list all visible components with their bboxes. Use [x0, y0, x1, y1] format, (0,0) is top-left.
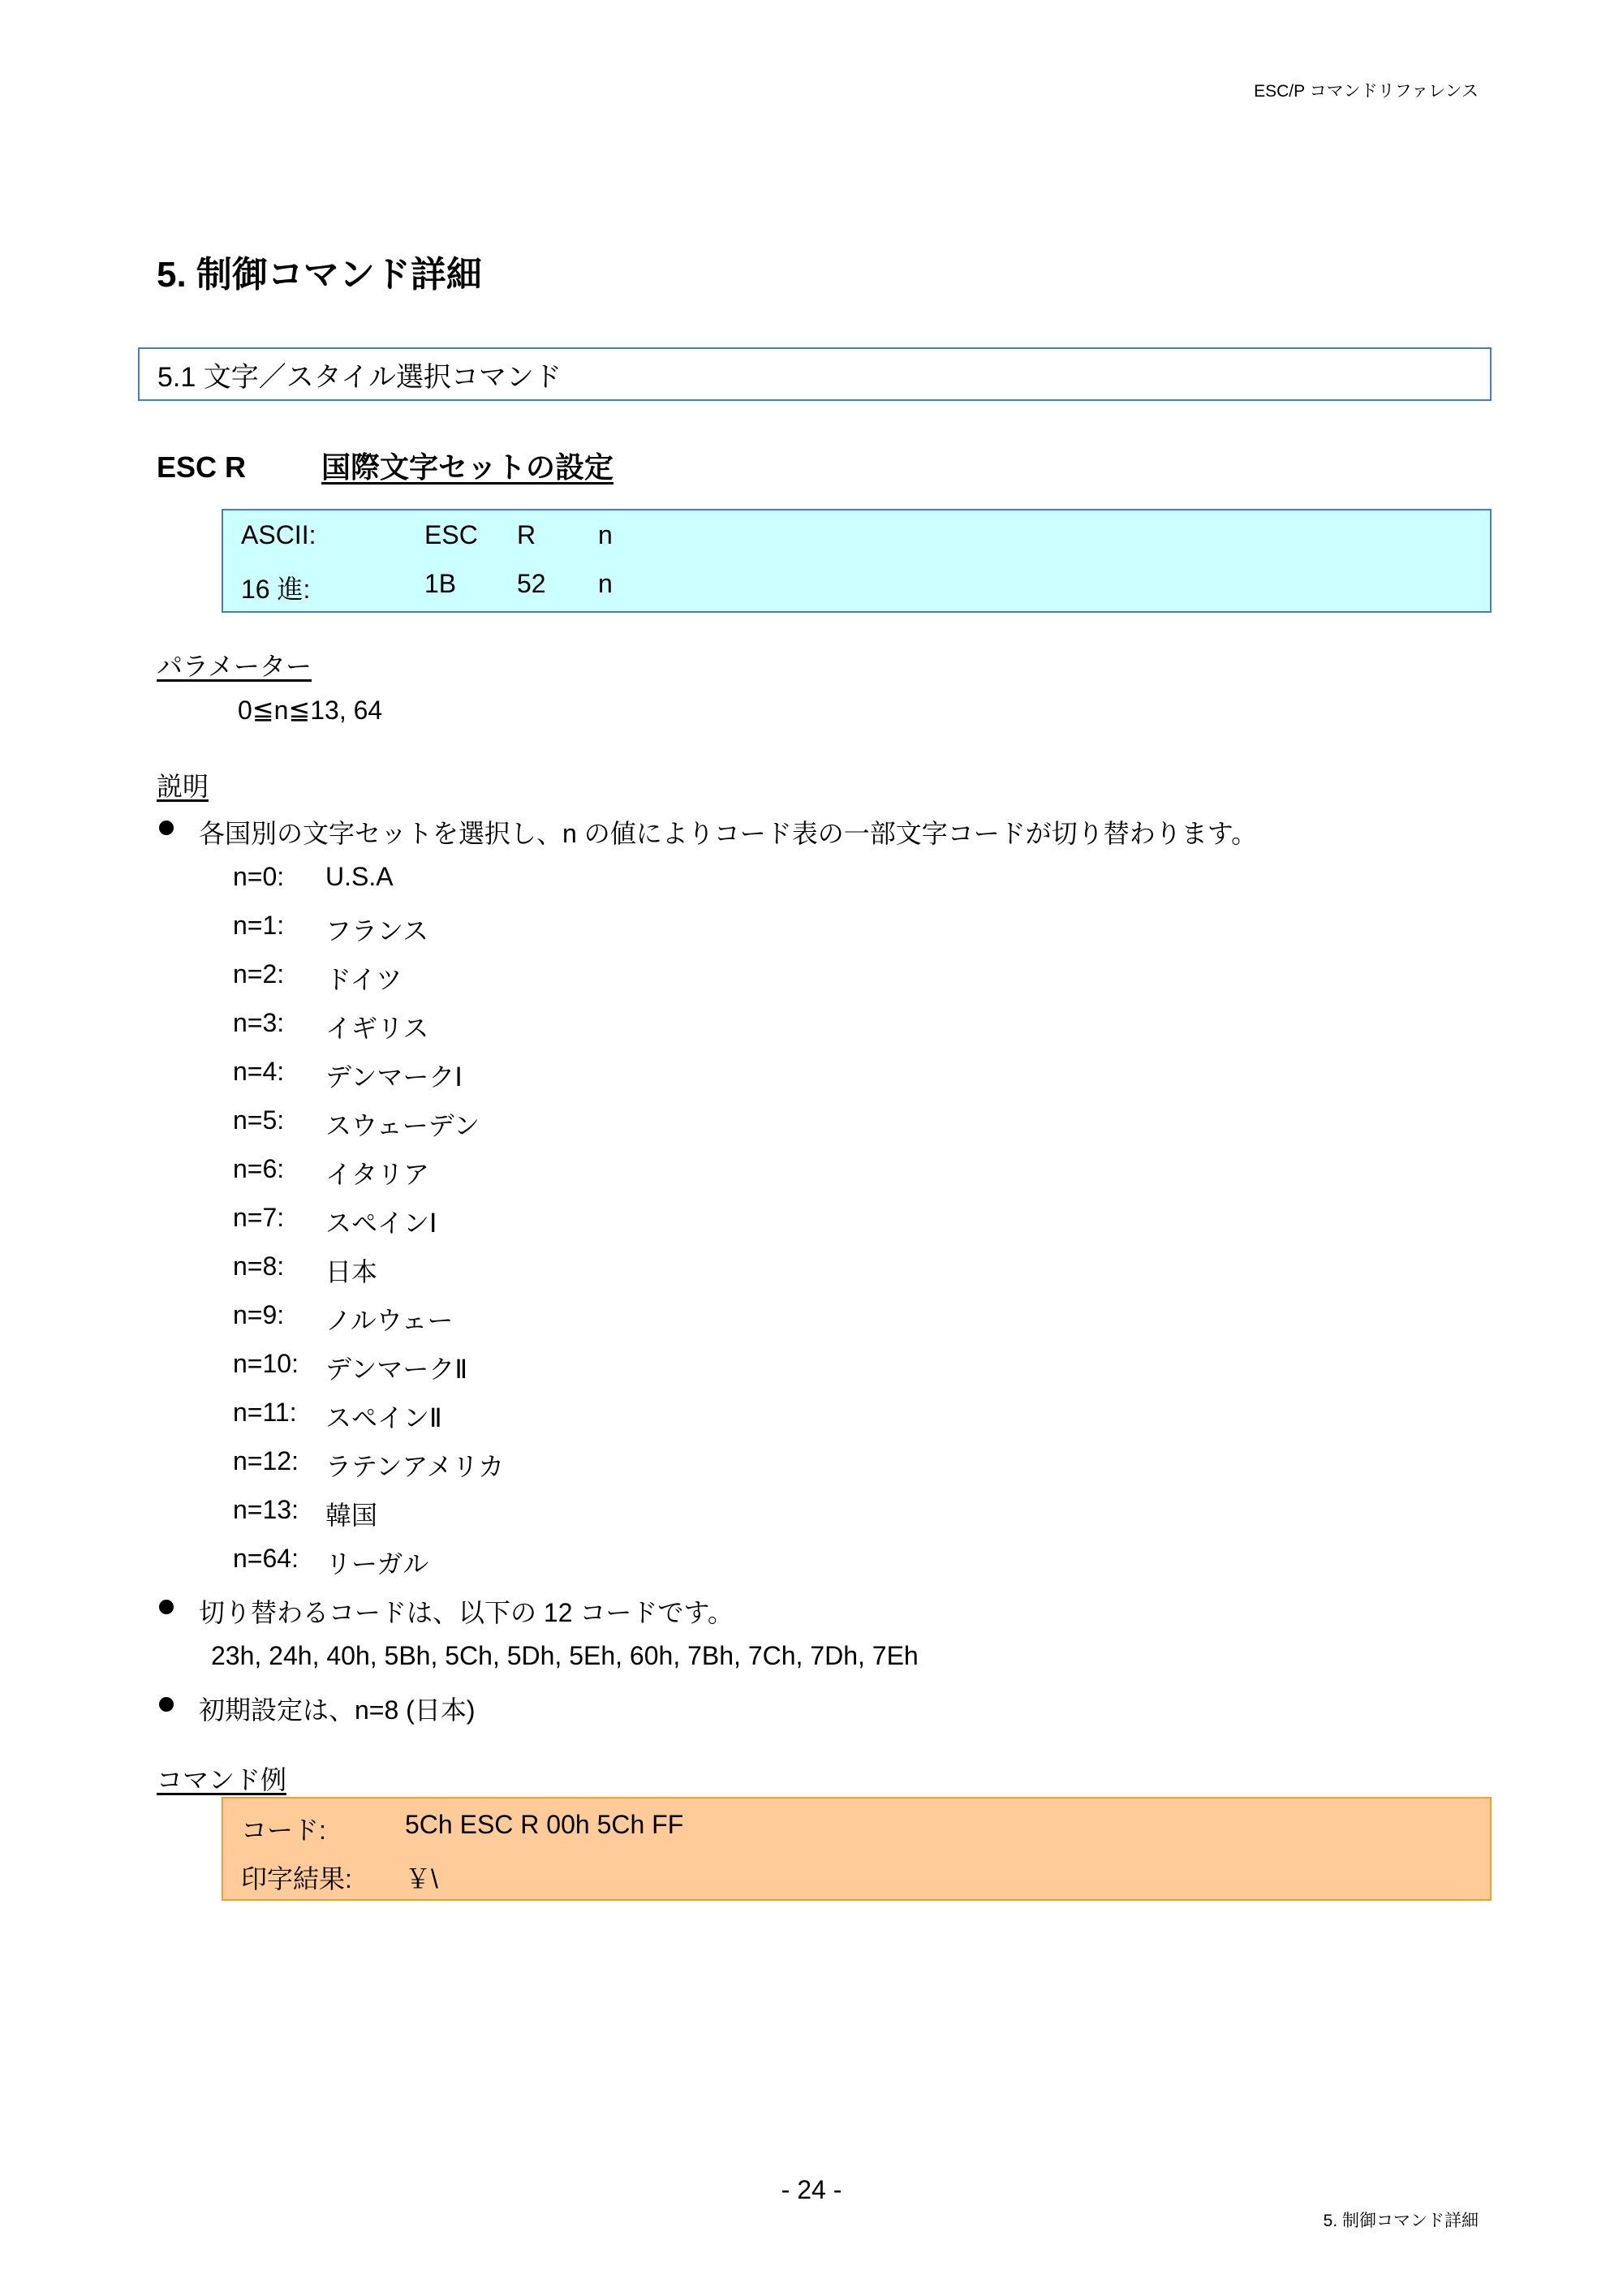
command-title: 国際文字セットの設定 [321, 450, 614, 484]
list-item: n=11: スペインⅡ [233, 1398, 442, 1432]
switched-codes: 23h, 24h, 40h, 5Bh, 5Ch, 5Dh, 5Eh, 60h, 7Bh, 7Ch, 7Dh, 7Eh [211, 1641, 919, 1670]
format-value: R [517, 520, 536, 549]
example-row-result [241, 1859, 438, 1896]
list-item: n=13: 韓国 [233, 1495, 378, 1530]
chapter-title: 5. 制御コマンド詳細 [157, 255, 482, 295]
command-heading [157, 445, 613, 486]
description-bullet-3: 初期設定は、n=8 (日本) [199, 1695, 476, 1725]
description-bullet-2: 切り替わるコードは、以下の 12 コードです。 [199, 1598, 734, 1627]
description-bullet-1: 各国別の文字セットを選択し、n の値によりコード表の一部文字コードが切り替わります。 [199, 819, 1258, 848]
command-example-box [222, 1797, 1492, 1901]
running-footer: 5. 制御コマンド詳細 [1323, 2212, 1479, 2230]
list-item: n=3: イギリス [233, 1008, 429, 1043]
example-result-label: 印字結果: [241, 1864, 352, 1893]
list-item: n=8: 日本 [233, 1251, 378, 1286]
list-item: n=64: リーガル [233, 1544, 429, 1579]
section-title-box [138, 347, 1492, 401]
list-item: n=12: ラテンアメリカ [233, 1446, 505, 1481]
list-item: n=9: ノルウェー [233, 1300, 454, 1335]
example-heading: コマンド例 [157, 1765, 287, 1794]
list-item: n=5: スウェーデン [233, 1105, 480, 1140]
example-row-code [241, 1810, 684, 1847]
parameters-heading: パラメーター [157, 652, 312, 681]
description-heading: 説明 [157, 772, 209, 801]
bullet-icon [159, 1697, 174, 1712]
format-label-hex: 16 進: [241, 575, 311, 604]
format-value: 1B [424, 569, 457, 598]
format-value: n [598, 520, 613, 549]
section-title: 5.1 文字／スタイル選択コマンド [157, 361, 562, 393]
example-result-value: ￥\ [405, 1864, 438, 1893]
example-code-value: 5Ch ESC R 00h 5Ch FF [405, 1810, 684, 1839]
running-header: ESC/P コマンドリファレンス [1254, 82, 1479, 101]
format-label-ascii: ASCII: [241, 520, 316, 549]
command-format-box [222, 509, 1492, 613]
format-value: ESC [424, 520, 478, 549]
parameter-range: 0≦n≦13, 64 [238, 696, 383, 725]
example-code-label: コード: [241, 1816, 326, 1845]
list-item: n=4: デンマークⅠ [233, 1057, 463, 1092]
list-item: n=7: スペインⅠ [233, 1203, 437, 1238]
list-item: n=10: デンマークⅡ [233, 1349, 468, 1384]
list-item: n=6: イタリア [233, 1154, 430, 1189]
bullet-icon [159, 1600, 174, 1614]
list-item: n=2: ドイツ [233, 959, 403, 994]
page-number: - 24 - [781, 2175, 842, 2204]
format-value: n [598, 569, 613, 598]
format-value: 52 [517, 569, 546, 598]
list-item: n=0: U.S.A [233, 862, 394, 891]
command-name: ESC R [157, 450, 247, 484]
bullet-icon [159, 821, 174, 835]
list-item: n=1: フランス [233, 911, 429, 946]
